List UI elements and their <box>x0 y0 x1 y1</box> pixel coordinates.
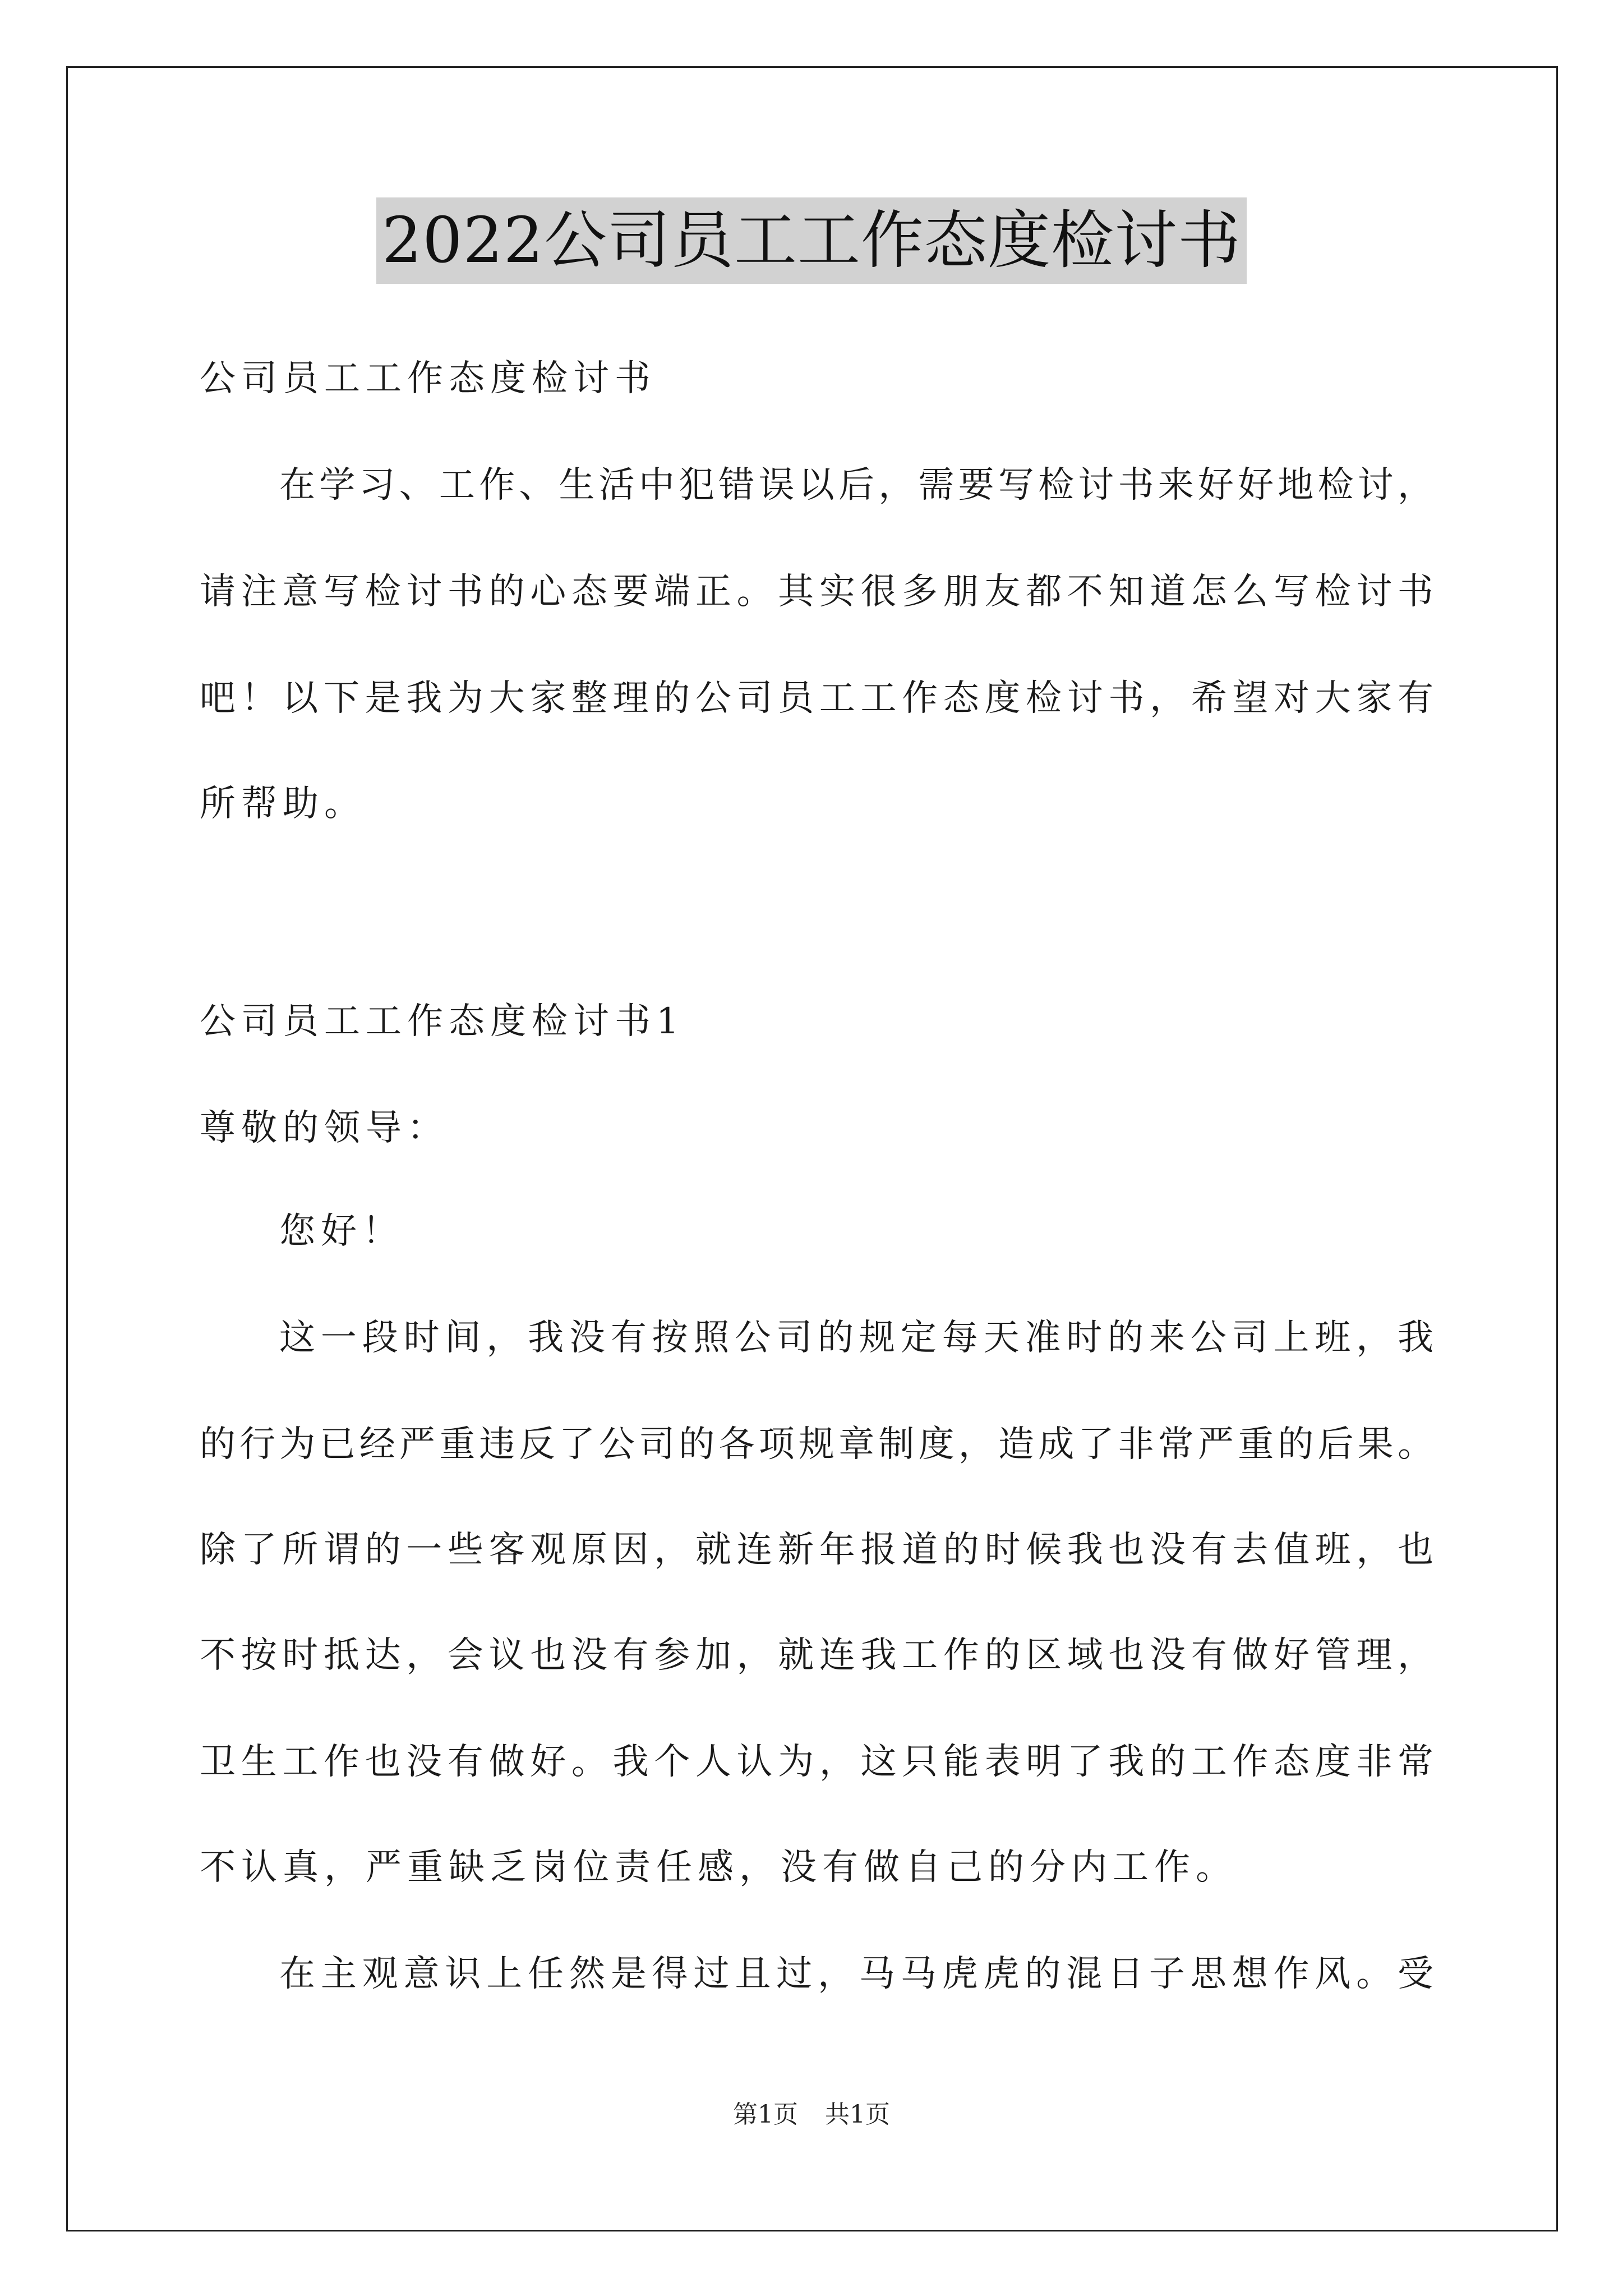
page-number-total: 共1页 <box>825 2100 890 2129</box>
document-title: 2022公司员工工作态度检讨书 <box>376 197 1247 284</box>
intro-line: 请注意写检讨书的心态要端正。其实很多朋友都不知道怎么写检讨书 <box>200 571 1433 613</box>
document-subtitle: 公司员工工作态度检讨书 <box>200 358 656 399</box>
intro-line: 所帮助。 <box>200 783 366 825</box>
body-line: 不认真，严重缺乏岗位责任感，没有做自己的分内工作。 <box>200 1847 1237 1888</box>
body-line: 卫生工作也没有做好。我个人认为，这只能表明了我的工作态度非常 <box>200 1741 1433 1783</box>
page-footer <box>0 2098 1623 2132</box>
section-title: 公司员工工作态度检讨书1 <box>200 1001 685 1042</box>
intro-line: 吧！以下是我为大家整理的公司员工工作态度检讨书，希望对大家有 <box>200 678 1433 719</box>
body-line: 在主观意识上任然是得过且过，马马虎虎的混日子思想作风。受 <box>279 1953 1433 1995</box>
title-container <box>0 197 1623 284</box>
greeting: 您好！ <box>279 1211 404 1252</box>
body-line: 这一段时间，我没有按照公司的规定每天准时的来公司上班，我 <box>279 1317 1433 1359</box>
page-number-current: 第1页 <box>733 2100 798 2129</box>
body-line: 的行为已经严重违反了公司的各项规章制度，造成了非常严重的后果。 <box>200 1424 1433 1465</box>
intro-line: 在学习、工作、生活中犯错误以后，需要写检讨书来好好地检讨， <box>279 464 1433 506</box>
body-line: 除了所谓的一些客观原因，就连新年报道的时候我也没有去值班，也 <box>200 1529 1433 1571</box>
body-line: 不按时抵达，会议也没有参加，就连我工作的区域也没有做好管理， <box>200 1635 1433 1676</box>
salutation: 尊敬的领导： <box>200 1107 449 1149</box>
